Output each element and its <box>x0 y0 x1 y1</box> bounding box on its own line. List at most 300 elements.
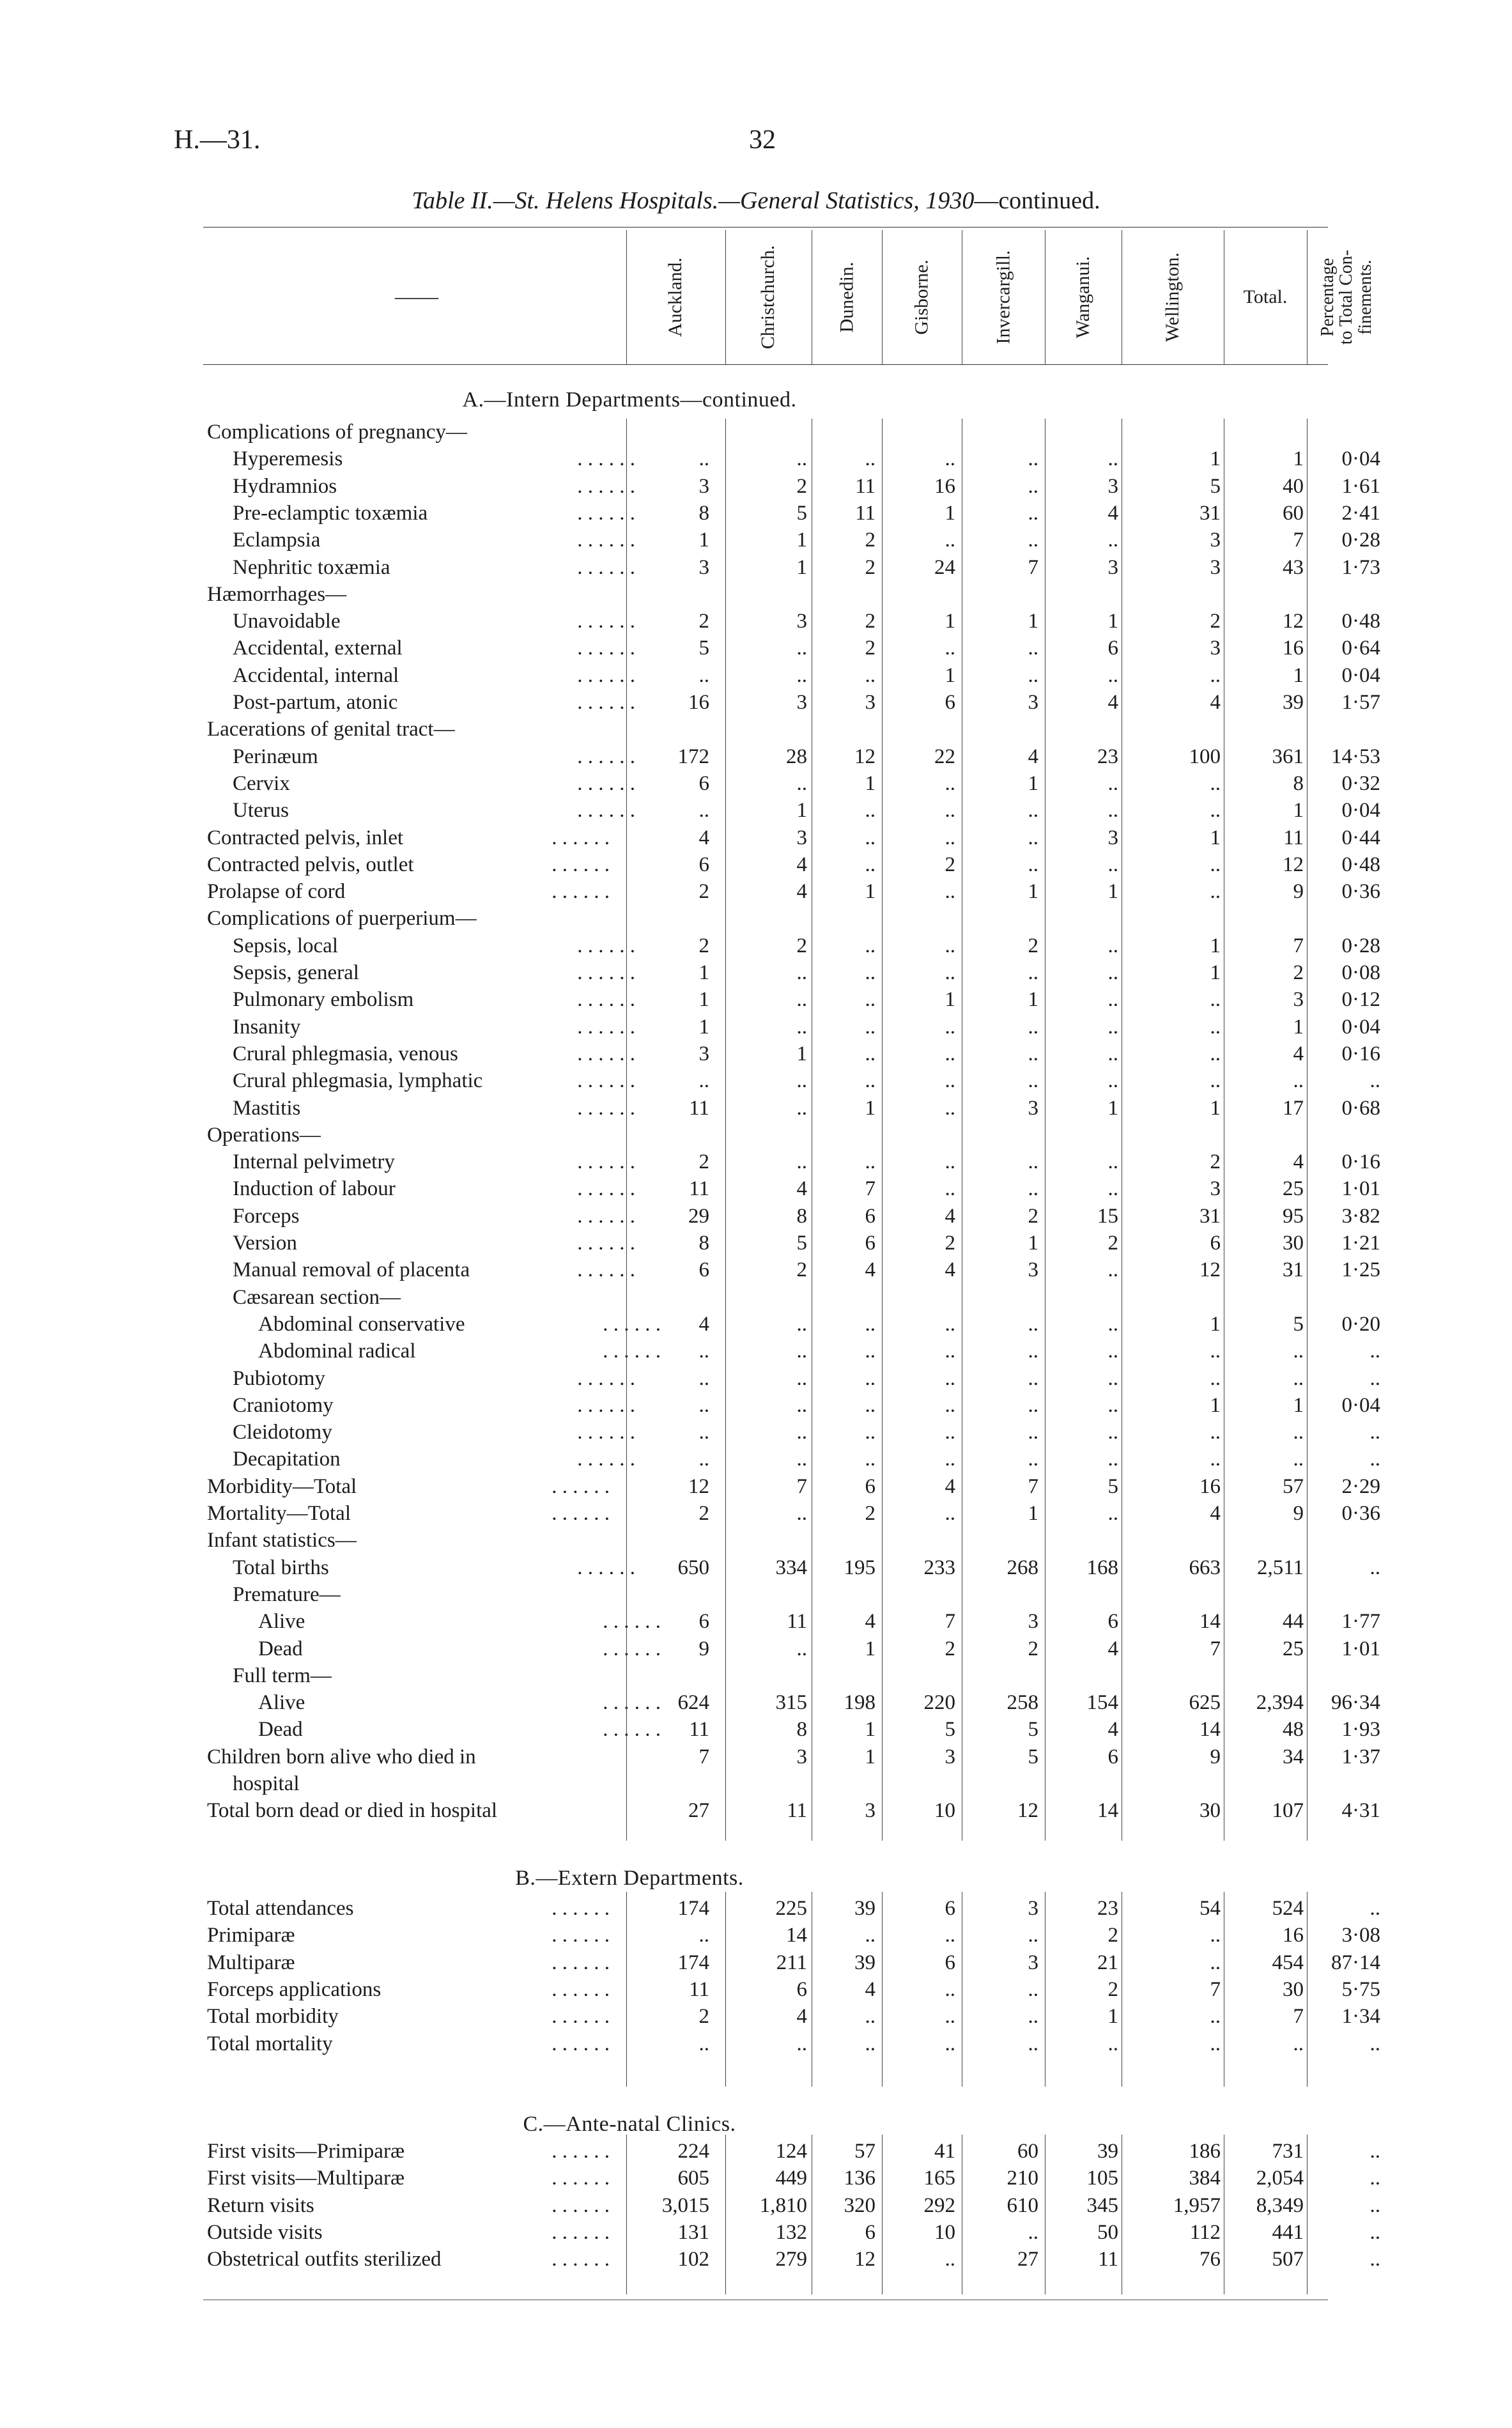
table-row <box>0 1529 1512 1556</box>
table-cell: 4·31 <box>1341 1799 1380 1823</box>
leader-dots: . . . . . . <box>552 2248 610 2271</box>
table-cell: 0·12 <box>1341 988 1380 1012</box>
table-cell: 1 <box>1293 663 1304 687</box>
table-cell: 24 <box>934 555 955 579</box>
leader-dots: . . . . . . <box>577 1042 635 1065</box>
table-cell: 1 <box>1210 1312 1221 1336</box>
table-cell: 1 <box>698 988 709 1012</box>
row-label-text: Hyperemesis <box>233 447 343 471</box>
table-cell: 7 <box>865 1177 876 1201</box>
column-divider <box>1307 2135 1308 2294</box>
table-cell: 1 <box>1028 771 1038 795</box>
table-cell: .. <box>945 2248 955 2271</box>
table-cell: .. <box>1028 853 1038 876</box>
table-cell: 233 <box>923 1556 955 1579</box>
row-label <box>207 2140 616 2163</box>
row-label-text: Total morbidity <box>207 2005 339 2029</box>
row-label <box>207 1258 642 1282</box>
table-cell: 1 <box>796 529 807 552</box>
table-row <box>0 1069 1512 1096</box>
row-label <box>207 1691 667 1715</box>
table-cell: 2 <box>698 934 709 957</box>
table-cell: .. <box>1210 1366 1221 1390</box>
table-cell: 2 <box>698 2005 709 2029</box>
table-cell: 39 <box>1097 2140 1118 2163</box>
table-cell: 2 <box>1107 1977 1118 2001</box>
row-label <box>207 1583 642 1607</box>
table-row <box>0 745 1512 772</box>
table-row <box>0 1448 1512 1474</box>
leader-dots: . . . . . . <box>577 1150 635 1174</box>
row-label-text: Manual removal of placenta <box>233 1258 470 1282</box>
table-row <box>0 1745 1512 1772</box>
row-label-text: Unavoidable <box>233 610 341 633</box>
leader-dots: . . . . . . <box>552 826 610 849</box>
table-row <box>0 1258 1512 1285</box>
table-cell: 31 <box>1200 1204 1221 1228</box>
row-label-text: Eclampsia <box>233 529 321 552</box>
table-cell: .. <box>865 1448 876 1471</box>
table-cell: .. <box>698 1924 709 1947</box>
column-divider <box>626 1892 627 2087</box>
table-cell: .. <box>1210 1015 1221 1039</box>
table-cell: 3 <box>1028 691 1038 714</box>
table-cell: 454 <box>1272 1951 1304 1974</box>
table-cell: 6 <box>945 1951 955 1974</box>
table-cell: .. <box>865 663 876 687</box>
table-cell: 11 <box>689 1096 709 1120</box>
table-cell: 1 <box>1028 988 1038 1012</box>
table-row <box>0 2194 1512 2221</box>
table-cell: 8 <box>698 1232 709 1255</box>
row-label <box>207 880 616 904</box>
column-divider <box>725 2135 726 2294</box>
column-divider <box>626 230 627 364</box>
table-cell: 1 <box>1028 1232 1038 1255</box>
table-cell: .. <box>796 1340 807 1363</box>
table-cell: 3 <box>796 1745 807 1768</box>
table-row <box>0 447 1512 474</box>
table-row <box>0 934 1512 961</box>
row-label-text: Full term— <box>233 1664 332 1687</box>
table-cell: .. <box>796 1421 807 1444</box>
table-row <box>0 880 1512 907</box>
table-cell: 2 <box>796 474 807 498</box>
table-cell: .. <box>945 1448 955 1471</box>
leader-dots: . . . . . . <box>577 610 635 633</box>
table-cell: 663 <box>1189 1556 1221 1579</box>
table-cell: 2 <box>796 1258 807 1282</box>
row-label-text: Post-partum, atonic <box>233 691 398 714</box>
table-row <box>0 529 1512 555</box>
column-divider <box>882 419 883 1841</box>
table-cell: 0·20 <box>1341 1312 1380 1336</box>
table-cell: 16 <box>1200 1474 1221 1498</box>
table-cell: .. <box>796 1069 807 1093</box>
table-cell: 30 <box>1283 1232 1304 1255</box>
table-cell: 524 <box>1272 1897 1304 1920</box>
leader-dots: . . . . . . <box>577 771 635 795</box>
table-cell: .. <box>1369 2032 1380 2055</box>
table-row <box>0 2221 1512 2248</box>
table-cell: 210 <box>1007 2167 1038 2190</box>
table-cell: 2 <box>945 1232 955 1255</box>
col-label: Christchurch. <box>757 245 779 350</box>
table-cell: .. <box>1293 1340 1304 1363</box>
table-cell: 154 <box>1086 1691 1118 1715</box>
table-cell: .. <box>1369 1340 1380 1363</box>
table-cell: .. <box>1107 934 1118 957</box>
table-cell: .. <box>796 1448 807 1471</box>
table-cell: 3 <box>945 1745 955 1768</box>
row-label-text: Morbidity—Total <box>207 1474 357 1498</box>
row-label-text: Crural phlegmasia, venous <box>233 1042 458 1065</box>
row-label-text: First visits—Primiparæ <box>207 2140 405 2163</box>
table-cell: 1·37 <box>1341 1745 1380 1768</box>
table-cell: 731 <box>1272 2140 1304 2163</box>
row-label-text: Abdominal radical <box>258 1340 416 1363</box>
table-cell: .. <box>796 663 807 687</box>
table-cell: 6 <box>1210 1232 1221 1255</box>
table-cell: 57 <box>1283 1474 1304 1498</box>
table-row <box>0 1951 1512 1978</box>
table-cell: 0·04 <box>1341 447 1380 471</box>
table-cell: 384 <box>1189 2167 1221 2190</box>
pct-line-2: to Total Con- <box>1336 249 1357 345</box>
table-cell: 1 <box>698 1015 709 1039</box>
leader-dots: . . . . . . <box>577 1015 635 1039</box>
table-cell: 7 <box>698 1745 709 1768</box>
table-cell: 132 <box>775 2220 807 2244</box>
column-divider <box>725 419 726 1841</box>
table-cell: 2 <box>945 853 955 876</box>
leader-dots: . . . . . . <box>577 1069 635 1093</box>
table-cell: 44 <box>1283 1610 1304 1634</box>
table-row <box>0 1897 1512 1924</box>
table-cell: 1 <box>1210 961 1221 984</box>
table-cell: .. <box>945 1042 955 1065</box>
table-cell: 5 <box>796 1232 807 1255</box>
leader-dots: . . . . . . <box>603 1637 661 1660</box>
caption-prefix: Table II.—St. Helens Hospitals.—General Statistics, <box>412 187 926 214</box>
table-row <box>0 907 1512 934</box>
table-cell: .. <box>1107 529 1118 552</box>
table-cell: .. <box>796 1502 807 1525</box>
table-cell: 5 <box>1028 1718 1038 1742</box>
row-label <box>207 529 642 552</box>
table-cell: 29 <box>688 1204 709 1228</box>
table-cell: .. <box>945 1096 955 1120</box>
table-cell: 1 <box>865 1096 876 1120</box>
table-cell: .. <box>796 961 807 984</box>
table-cell: .. <box>865 1340 876 1363</box>
table-cell: 268 <box>1007 1556 1038 1579</box>
table-cell: 11 <box>855 474 876 498</box>
table-cell: 3 <box>1107 474 1118 498</box>
table-cell: .. <box>1369 1366 1380 1390</box>
row-label <box>207 988 642 1012</box>
table-cell: .. <box>945 1502 955 1525</box>
table-cell: .. <box>1210 1924 1221 1947</box>
table-cell: 1 <box>1210 447 1221 471</box>
table-cell: .. <box>1028 1448 1038 1471</box>
table-cell: .. <box>1107 1366 1118 1390</box>
leader-dots: . . . . . . <box>603 1610 661 1634</box>
table-cell: 15 <box>1097 1204 1118 1228</box>
table-cell: .. <box>1107 1258 1118 1282</box>
table-cell: 27 <box>1017 2248 1038 2271</box>
table-cell: 320 <box>844 2193 876 2217</box>
table-cell: 5 <box>1107 1474 1118 1498</box>
table-row <box>0 1637 1512 1664</box>
row-label <box>207 1177 642 1201</box>
table-cell: 6 <box>698 771 709 795</box>
table-cell: 1·93 <box>1341 1718 1380 1742</box>
table-cell: .. <box>1107 1421 1118 1444</box>
table-cell: .. <box>945 2032 955 2055</box>
table-row <box>0 691 1512 718</box>
table-cell: .. <box>1293 1448 1304 1471</box>
row-label-text: Mastitis <box>233 1096 301 1120</box>
table-cell: .. <box>945 637 955 660</box>
table-cell: 41 <box>934 2140 955 2163</box>
table-cell: 2 <box>865 529 876 552</box>
table-cell: 57 <box>854 2140 876 2163</box>
column-divider <box>1307 230 1308 364</box>
table-cell: 39 <box>1283 691 1304 714</box>
row-label <box>207 2221 616 2245</box>
table-cell: .. <box>945 1924 955 1947</box>
row-label-text: Multiparæ <box>207 1951 295 1974</box>
header-top-rule <box>203 227 1328 228</box>
table-cell: .. <box>796 1150 807 1174</box>
table-cell: 2 <box>945 1637 955 1660</box>
table-cell: .. <box>1210 1069 1221 1093</box>
table-cell: 172 <box>677 745 709 768</box>
table-cell: 0·68 <box>1341 1096 1380 1120</box>
table-cell: 1 <box>945 988 955 1012</box>
table-row <box>0 637 1512 663</box>
table-cell: 6 <box>865 1232 876 1255</box>
row-label <box>207 1421 642 1444</box>
table-cell: 2 <box>865 555 876 579</box>
leader-dots: . . . . . . <box>603 1718 661 1742</box>
table-cell: .. <box>1210 880 1221 904</box>
table-cell: 1·73 <box>1341 555 1380 579</box>
table-cell: 292 <box>923 2193 955 2217</box>
table-cell: .. <box>1028 663 1038 687</box>
table-cell: .. <box>945 799 955 823</box>
table-cell: 610 <box>1007 2193 1038 2217</box>
col-header-wanganui <box>1045 230 1122 364</box>
table-cell: 8 <box>1293 771 1304 795</box>
leader-dots: . . . . . . <box>577 637 635 660</box>
table-cell: .. <box>865 853 876 876</box>
row-label <box>207 1664 642 1688</box>
row-label-text: Crural phlegmasia, lymphatic <box>233 1069 483 1093</box>
table-cell: 449 <box>775 2167 807 2190</box>
table-cell: 107 <box>1272 1799 1304 1823</box>
table-row <box>0 1313 1512 1340</box>
table-cell: 40 <box>1283 474 1304 498</box>
row-label-text: Cæsarean section— <box>233 1285 401 1309</box>
row-label <box>207 1394 642 1418</box>
row-label <box>207 745 642 769</box>
table-cell: 31 <box>1283 1258 1304 1282</box>
row-label-text: Pre-eclamptic toxæmia <box>233 501 428 525</box>
table-cell: 4 <box>796 1177 807 1201</box>
table-cell: .. <box>698 1366 709 1390</box>
table-cell: .. <box>865 934 876 957</box>
leader-dots: . . . . . . <box>577 745 635 768</box>
row-label-text: Induction of labour <box>233 1177 396 1201</box>
table-cell: .. <box>1028 1150 1038 1174</box>
table-row <box>0 1664 1512 1691</box>
table-cell: .. <box>1107 1042 1118 1065</box>
table-cell: .. <box>945 1069 955 1093</box>
table-cell: .. <box>1028 2220 1038 2244</box>
table-cell: .. <box>945 1150 955 1174</box>
table-row <box>0 2248 1512 2275</box>
table-cell: .. <box>945 961 955 984</box>
table-cell: 4 <box>945 1204 955 1228</box>
table-cell: .. <box>1028 1366 1038 1390</box>
table-cell: 0·04 <box>1341 663 1380 687</box>
table-cell: 96·34 <box>1331 1691 1380 1715</box>
table-cell: 0·32 <box>1341 771 1380 795</box>
row-label <box>207 475 642 499</box>
table-cell: .. <box>1028 1977 1038 2001</box>
table-cell: 87·14 <box>1331 1951 1380 1974</box>
table-cell: 136 <box>844 2167 876 2190</box>
table-cell: 1 <box>796 1042 807 1065</box>
table-cell: .. <box>698 1448 709 1471</box>
table-cell: .. <box>1107 1150 1118 1174</box>
col-label: Auckland. <box>665 257 686 337</box>
leader-dots: . . . . . . <box>577 1096 635 1120</box>
col-label <box>1318 250 1375 344</box>
table-cell: .. <box>1107 663 1118 687</box>
table-row <box>0 826 1512 853</box>
table-cell: 174 <box>677 1951 709 1974</box>
table-cell: .. <box>945 1312 955 1336</box>
table-cell: .. <box>1028 1924 1038 1947</box>
table-cell: 0·64 <box>1341 637 1380 660</box>
table-row <box>0 1924 1512 1951</box>
table-cell: .. <box>1028 501 1038 525</box>
table-cell: .. <box>1293 1069 1304 1093</box>
table-cell: .. <box>1028 799 1038 823</box>
table-cell: 7 <box>796 1474 807 1498</box>
col-header-gisborne <box>882 230 962 364</box>
table-cell: 3 <box>796 610 807 633</box>
table-row <box>0 853 1512 880</box>
table-cell: .. <box>945 529 955 552</box>
table-row <box>0 1097 1512 1124</box>
row-label <box>207 1097 642 1120</box>
table-cell: .. <box>945 1015 955 1039</box>
row-label <box>207 2005 616 2029</box>
row-label <box>207 556 642 580</box>
leader-dots: . . . . . . <box>577 1393 635 1417</box>
table-row <box>0 1177 1512 1204</box>
table-cell: .. <box>1369 1421 1380 1444</box>
table-cell: 224 <box>677 2140 709 2163</box>
table-cell: 624 <box>677 1691 709 1715</box>
table-row <box>0 502 1512 529</box>
table-row <box>0 1502 1512 1529</box>
leader-dots: . . . . . . <box>603 1691 661 1715</box>
table-cell: .. <box>1028 961 1038 984</box>
table-cell: 1 <box>1293 1393 1304 1417</box>
table-cell: 1 <box>1210 826 1221 849</box>
table-cell: .. <box>1028 1069 1038 1093</box>
table-cell: 105 <box>1086 2167 1118 2190</box>
document-code: H.—31. <box>174 125 261 155</box>
row-label <box>207 1205 642 1228</box>
table-cell: 11 <box>689 1718 709 1742</box>
table-cell: 4 <box>698 1312 709 1336</box>
leader-dots: . . . . . . <box>577 799 635 823</box>
table-cell: 1 <box>865 1718 876 1742</box>
table-cell: 4 <box>945 1258 955 1282</box>
table-row <box>0 1978 1512 2005</box>
table-cell: 2,394 <box>1256 1691 1304 1715</box>
table-cell: 2·29 <box>1341 1474 1380 1498</box>
table-cell: 3 <box>1107 555 1118 579</box>
table-cell: .. <box>945 1340 955 1363</box>
leader-dots: . . . . . . <box>577 474 635 498</box>
table-cell: 3,015 <box>661 2193 709 2217</box>
table-cell: 3 <box>796 691 807 714</box>
table-cell: .. <box>945 1393 955 1417</box>
table-cell: 3·82 <box>1341 1204 1380 1228</box>
table-row <box>0 475 1512 502</box>
table-cell: .. <box>1210 988 1221 1012</box>
table-row <box>0 1016 1512 1042</box>
table-row <box>0 1556 1512 1583</box>
table-cell: 8 <box>698 501 709 525</box>
leader-dots: . . . . . . <box>577 934 635 957</box>
table-cell: .. <box>865 826 876 849</box>
row-label-text: Return visits <box>207 2193 314 2217</box>
table-cell: 6 <box>865 1474 876 1498</box>
row-label-text: Craniotomy <box>233 1393 334 1417</box>
table-cell: 1 <box>1210 1096 1221 1120</box>
leader-dots: . . . . . . <box>577 555 635 579</box>
stub-header: —— <box>395 285 438 309</box>
leader-dots: . . . . . . <box>552 853 610 876</box>
table-cell: 5·75 <box>1341 1977 1380 2001</box>
table-row <box>0 1583 1512 1610</box>
row-label-text: Obstetrical outfits sterilized <box>207 2248 442 2271</box>
table-cell: .. <box>1369 2248 1380 2271</box>
table-cell: 7 <box>1028 555 1038 579</box>
table-cell: .. <box>796 637 807 660</box>
table-cell: 5 <box>796 501 807 525</box>
row-label <box>207 421 616 444</box>
table-cell: 1 <box>1293 447 1304 471</box>
table-row <box>0 718 1512 745</box>
table-cell: 7 <box>1210 1637 1221 1660</box>
table-cell: 3 <box>1028 1610 1038 1634</box>
row-label <box>207 1556 642 1580</box>
table-cell: 1·57 <box>1341 691 1380 714</box>
table-cell: 1·61 <box>1341 474 1380 498</box>
table-cell: 60 <box>1283 501 1304 525</box>
table-cell: 6 <box>796 1977 807 2001</box>
table-cell: .. <box>1369 1556 1380 1579</box>
